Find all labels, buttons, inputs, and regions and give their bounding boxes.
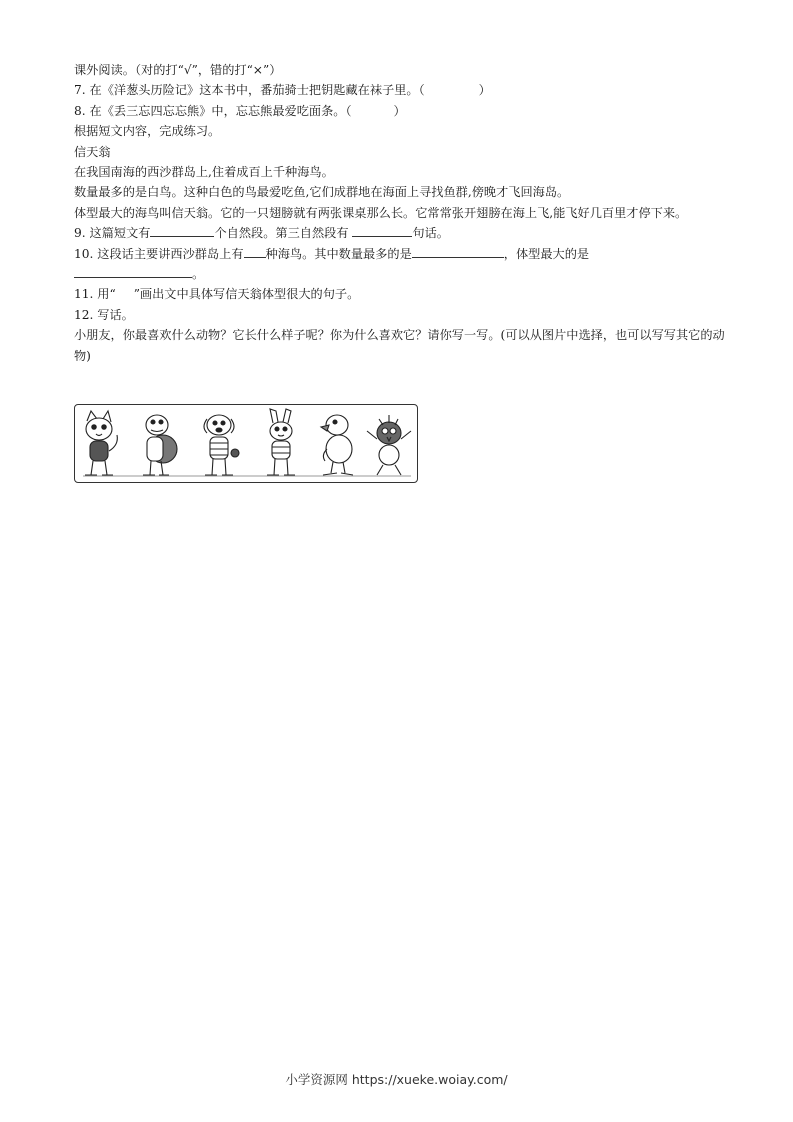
question-12: 12. 写话。 xyxy=(74,307,134,322)
duck-icon xyxy=(321,415,353,475)
worksheet-content xyxy=(74,60,734,366)
bird-icon xyxy=(367,415,411,475)
question-8: 8. 在《丢三忘四忘忘熊》中，忘忘熊最爱吃面条。（ ） xyxy=(74,103,406,118)
passage-paragraph-3: 体型最大的海鸟叫信天翁。它的一只翅膀就有两张课桌那么长。它常常张开翅膀在海上飞,能飞好几百里才停下来。 xyxy=(74,205,688,220)
animal-illustration xyxy=(74,404,418,483)
answer-blank-10b[interactable] xyxy=(412,244,504,258)
question-7: 7. 在《洋葱头历险记》这本书中，番茄骑士把钥匙藏在袜子里。（ ） xyxy=(74,83,491,98)
rabbit-icon xyxy=(267,409,295,475)
question-12-prompt: 小朋友，你最喜欢什么动物？它长什么样子呢？你为什么喜欢它？请你写一写。(可以从图片中选择，也可以写写其它的动物) xyxy=(74,328,725,363)
answer-blank-10c[interactable] xyxy=(74,264,192,278)
passage-paragraph-2: 数量最多的是白鸟。这种白色的鸟最爱吃鱼,它们成群地在海面上寻找鱼群,傍晚才飞回海岛。 xyxy=(74,185,570,200)
passage-title: 信天翁 xyxy=(74,144,111,159)
footer-watermark: 小学资源网 https://xueke.woiay.com/ xyxy=(285,1072,508,1087)
cat-icon xyxy=(85,411,117,475)
answer-blank-9b[interactable] xyxy=(352,223,412,237)
instruction: 根据短文内容，完成练习。 xyxy=(74,124,221,139)
section-heading: 课外阅读。（对的打“√”，错的打“×”） xyxy=(74,63,282,77)
answer-blank-9a[interactable] xyxy=(150,223,214,237)
passage-paragraph-1: 在我国南海的西沙群岛上,住着成百上千种海鸟。 xyxy=(74,164,334,179)
question-9: 9. 这篇短文有 个自然段。第三自然段有 句话。 xyxy=(74,223,734,243)
turtle-icon xyxy=(143,415,177,475)
dog-icon xyxy=(204,415,239,475)
question-10: 10. 这段话主要讲西沙群岛上有 种海鸟。其中数量最多的是 ，体型最大的是 xyxy=(74,244,734,264)
question-11: 11. 用“ ”画出文中具体写信天翁体型很大的句子。 xyxy=(74,287,360,302)
answer-blank-10a[interactable] xyxy=(244,244,266,258)
question-10-continued: 。 xyxy=(74,264,734,284)
